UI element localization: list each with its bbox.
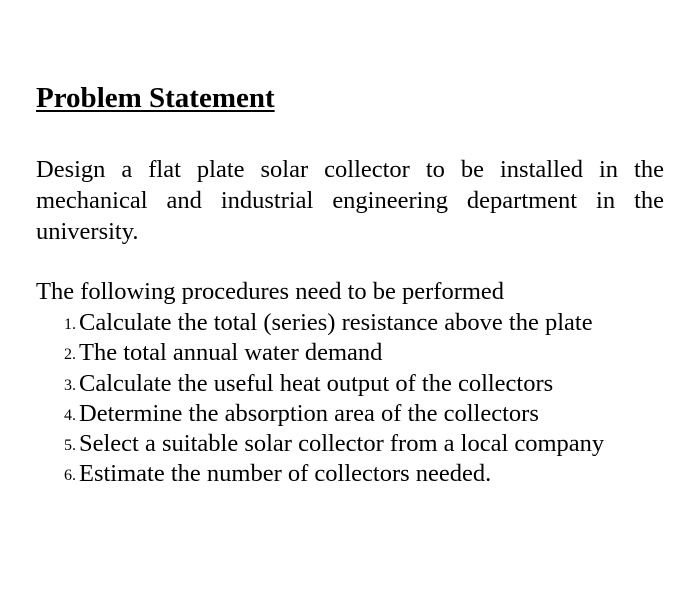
step-number: 4. [64, 406, 76, 424]
step-number: 3. [64, 376, 76, 394]
procedure-step-5 [0, 429, 700, 459]
procedure-step-3 [0, 369, 700, 399]
step-number: 5. [64, 437, 76, 455]
procedure-list [0, 308, 700, 490]
step-number: 1. [64, 316, 76, 333]
step-text: Select a suitable solar collector from a local company [79, 430, 605, 458]
procedures-lead: The following procedures need to be performed [36, 278, 505, 305]
step-text: Estimate the number of collectors needed. [79, 460, 492, 488]
step-text: Determine the absorption area of the collectors [79, 399, 539, 427]
step-text: Calculate the useful heat output of the collectors [79, 369, 554, 397]
step-number: 2. [64, 346, 76, 364]
step-text: Calculate the total (series) resistance above the plate [79, 309, 593, 336]
step-text: The total annual water demand [79, 339, 383, 367]
step-number: 6. [64, 467, 76, 485]
procedure-step-1 [0, 308, 700, 338]
page-title: Problem Statement [36, 82, 275, 114]
procedure-step-4 [0, 399, 700, 429]
procedure-step-6 [0, 459, 700, 489]
intro-paragraph: Design a flat plate solar collector to be installed in the mechanical and industrial engineering department in the university. [36, 156, 664, 245]
procedure-step-2 [0, 338, 700, 368]
